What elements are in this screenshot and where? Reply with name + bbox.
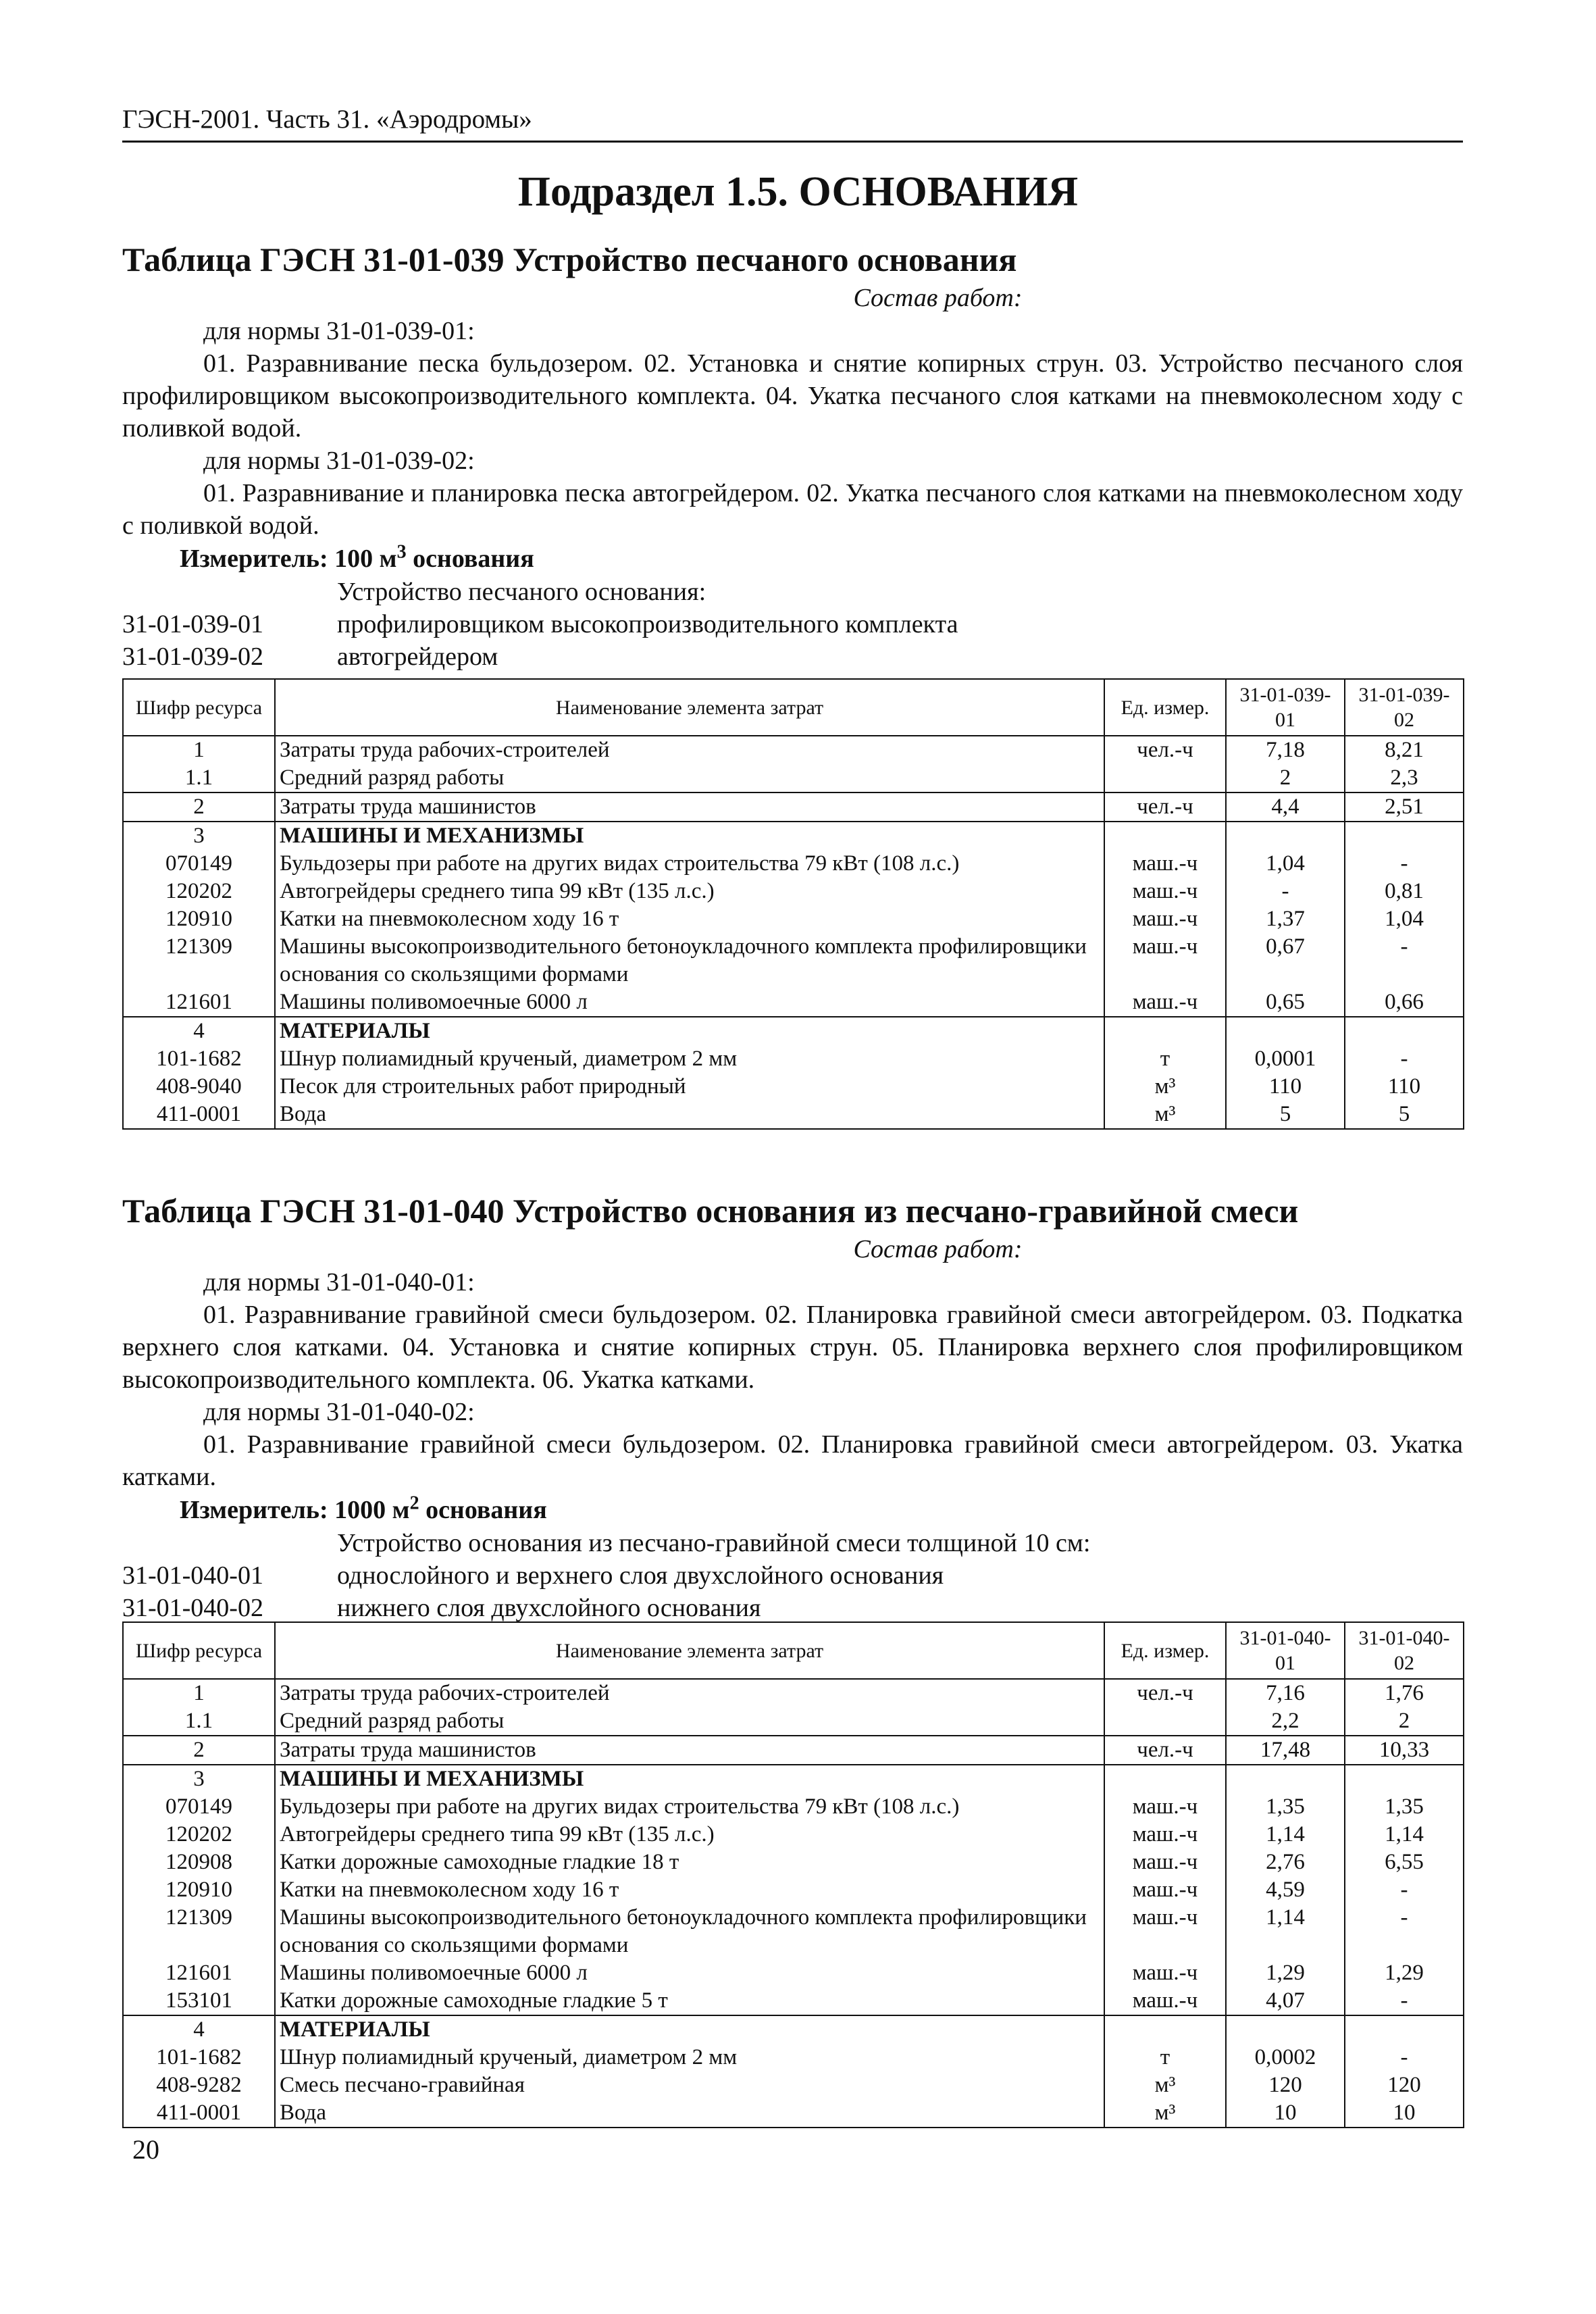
row-name: Машины высокопроизводительного бетоноукладочного комплекта профилировщики основания со скользящими формами bbox=[275, 1904, 1104, 1959]
table-row bbox=[123, 1876, 1464, 1904]
table2-meter-label: Измеритель: 1000 м bbox=[180, 1496, 410, 1524]
row-value-norm1 bbox=[1226, 2015, 1345, 2044]
table1-code: 31-01-039-02 bbox=[122, 643, 263, 671]
row-value-norm1: 10 bbox=[1226, 2099, 1345, 2128]
row-code: 408-9282 bbox=[123, 2071, 275, 2099]
row-value-norm2: 2 bbox=[1345, 1707, 1464, 1736]
table-row bbox=[123, 736, 1464, 764]
row-value-norm1: 2 bbox=[1226, 764, 1345, 793]
table-row bbox=[123, 2099, 1464, 2128]
row-value-norm1: 0,0002 bbox=[1226, 2044, 1345, 2071]
row-name: Автогрейдеры среднего типа 99 кВт (135 л.с.) bbox=[275, 1821, 1104, 1848]
col-header-code: Шифр ресурса bbox=[123, 1622, 275, 1679]
table-row bbox=[123, 2015, 1464, 2044]
row-name: Автогрейдеры среднего типа 99 кВт (135 л.с.) bbox=[275, 878, 1104, 905]
row-value-norm1: 2,2 bbox=[1226, 1707, 1345, 1736]
row-name: МАТЕРИАЛЫ bbox=[275, 2015, 1104, 2044]
page-number: 20 bbox=[132, 2134, 159, 2165]
col-header-name: Наименование элемента затрат bbox=[275, 679, 1104, 736]
table2-norm2-text: 01. Разравнивание гравийной смеси бульдозером. 02. Планировка гравийной смеси автогрейдером. 03. Укатка катками. bbox=[122, 1430, 1463, 1491]
row-code: 3 bbox=[123, 822, 275, 850]
row-name: МАШИНЫ И МЕХАНИЗМЫ bbox=[275, 822, 1104, 850]
table2-norm2-label: для нормы 31-01-040-02: bbox=[203, 1398, 475, 1426]
row-name: Средний разряд работы bbox=[275, 764, 1104, 793]
row-name: Затраты труда рабочих-строителей bbox=[275, 1679, 1104, 1707]
table2-meter-sup: 2 bbox=[409, 1492, 419, 1514]
row-name: Бульдозеры при работе на других видах строительства 79 кВт (108 л.с.) bbox=[275, 850, 1104, 878]
row-code: 2 bbox=[123, 1736, 275, 1765]
row-value-norm1 bbox=[1226, 1765, 1345, 1793]
row-name: Машины высокопроизводительного бетоноукладочного комплекта профилировщики основания со скользящими формами bbox=[275, 933, 1104, 988]
table-row bbox=[123, 822, 1464, 850]
row-value-norm1: 2,76 bbox=[1226, 1848, 1345, 1876]
row-unit: м³ bbox=[1104, 2071, 1226, 2099]
row-value-norm1 bbox=[1226, 1017, 1345, 1045]
table-row bbox=[123, 793, 1464, 822]
row-code: 120202 bbox=[123, 878, 275, 905]
row-value-norm2: - bbox=[1345, 1045, 1464, 1073]
running-header: ГЭСН-2001. Часть 31. «Аэродромы» bbox=[122, 105, 532, 134]
row-value-norm2: 1,29 bbox=[1345, 1959, 1464, 1987]
row-value-norm2: - bbox=[1345, 1987, 1464, 2015]
row-unit bbox=[1104, 822, 1226, 850]
table2-code: 31-01-040-02 bbox=[122, 1594, 263, 1622]
row-unit: маш.-ч bbox=[1104, 1793, 1226, 1821]
row-name: Смесь песчано-гравийная bbox=[275, 2071, 1104, 2099]
row-name: Затраты труда рабочих-строителей bbox=[275, 736, 1104, 764]
table2-code: 31-01-040-01 bbox=[122, 1561, 263, 1590]
row-value-norm2: 2,51 bbox=[1345, 793, 1464, 822]
table2-composition-label: Состав работ: bbox=[853, 1235, 1023, 1263]
row-unit: маш.-ч bbox=[1104, 1987, 1226, 2015]
row-name: Затраты труда машинистов bbox=[275, 1736, 1104, 1765]
table2-intro bbox=[122, 1189, 1463, 1624]
row-value-norm1: 110 bbox=[1226, 1073, 1345, 1101]
table1-code-desc: автогрейдером bbox=[337, 643, 498, 671]
row-value-norm2 bbox=[1345, 822, 1464, 850]
table-row bbox=[123, 2071, 1464, 2099]
row-name: Машины поливомоечные 6000 л bbox=[275, 1959, 1104, 1987]
row-value-norm2 bbox=[1345, 2015, 1464, 2044]
row-name: Средний разряд работы bbox=[275, 1707, 1104, 1736]
row-value-norm1: 120 bbox=[1226, 2071, 1345, 2099]
row-code: 1.1 bbox=[123, 764, 275, 793]
table1-code: 31-01-039-01 bbox=[122, 610, 263, 638]
table-row bbox=[123, 933, 1464, 988]
row-value-norm1: 7,18 bbox=[1226, 736, 1345, 764]
row-name: МАТЕРИАЛЫ bbox=[275, 1017, 1104, 1045]
table-row bbox=[123, 1017, 1464, 1045]
row-code: 121601 bbox=[123, 988, 275, 1017]
table2-meter-tail: основания bbox=[419, 1496, 547, 1524]
table1-code-desc: профилировщиком высокопроизводительного комплекта bbox=[337, 610, 958, 638]
row-value-norm2: 10,33 bbox=[1345, 1736, 1464, 1765]
row-unit: чел.-ч bbox=[1104, 736, 1226, 764]
col-header-code: Шифр ресурса bbox=[123, 679, 275, 736]
col-header-unit: Ед. измер. bbox=[1104, 679, 1226, 736]
row-name: Затраты труда машинистов bbox=[275, 793, 1104, 822]
row-value-norm2: 0,66 bbox=[1345, 988, 1464, 1017]
row-value-norm2: 1,14 bbox=[1345, 1821, 1464, 1848]
row-name: Бульдозеры при работе на других видах строительства 79 кВт (108 л.с.) bbox=[275, 1793, 1104, 1821]
row-unit: маш.-ч bbox=[1104, 933, 1226, 988]
row-value-norm2: - bbox=[1345, 2044, 1464, 2071]
row-value-norm1: 5 bbox=[1226, 1101, 1345, 1129]
row-code: 121309 bbox=[123, 1904, 275, 1959]
row-code: 3 bbox=[123, 1765, 275, 1793]
table2-norm1-label: для нормы 31-01-040-01: bbox=[203, 1268, 475, 1297]
table1-intro bbox=[122, 238, 1463, 673]
table-row bbox=[123, 1073, 1464, 1101]
row-code: 121309 bbox=[123, 933, 275, 988]
table-row bbox=[123, 764, 1464, 793]
row-code: 120908 bbox=[123, 1848, 275, 1876]
row-code: 1 bbox=[123, 1679, 275, 1707]
row-value-norm1: 1,35 bbox=[1226, 1793, 1345, 1821]
row-name: Шнур полиамидный крученый, диаметром 2 мм bbox=[275, 2044, 1104, 2071]
row-value-norm1: 0,0001 bbox=[1226, 1045, 1345, 1073]
row-unit: чел.-ч bbox=[1104, 793, 1226, 822]
row-value-norm1: 4,07 bbox=[1226, 1987, 1345, 2015]
row-code: 120910 bbox=[123, 1876, 275, 1904]
row-value-norm2: - bbox=[1345, 1876, 1464, 1904]
row-value-norm2: 2,3 bbox=[1345, 764, 1464, 793]
resource-table-2 bbox=[122, 1621, 1464, 2128]
row-name: Вода bbox=[275, 1101, 1104, 1129]
col-header-norm1: 31-01-039-01 bbox=[1226, 679, 1345, 736]
row-value-norm2: 1,76 bbox=[1345, 1679, 1464, 1707]
row-value-norm2: 6,55 bbox=[1345, 1848, 1464, 1876]
table-row bbox=[123, 2044, 1464, 2071]
row-value-norm1: 17,48 bbox=[1226, 1736, 1345, 1765]
table-row bbox=[123, 1987, 1464, 2015]
table2-code-row bbox=[122, 1592, 1463, 1624]
row-unit bbox=[1104, 1707, 1226, 1736]
table-row bbox=[123, 988, 1464, 1017]
row-unit: маш.-ч bbox=[1104, 1821, 1226, 1848]
table1-meter bbox=[122, 542, 1463, 576]
table-row bbox=[123, 1904, 1464, 1959]
table-row bbox=[123, 1736, 1464, 1765]
row-value-norm1: 4,59 bbox=[1226, 1876, 1345, 1904]
table1-meter-sup: 3 bbox=[396, 541, 407, 563]
row-name: Катки дорожные самоходные гладкие 18 т bbox=[275, 1848, 1104, 1876]
row-code: 4 bbox=[123, 2015, 275, 2044]
col-header-norm1: 31-01-040-01 bbox=[1226, 1622, 1345, 1679]
row-name: Катки на пневмоколесном ходу 16 т bbox=[275, 1876, 1104, 1904]
table1-meter-tail: основания bbox=[406, 545, 534, 573]
row-name: Песок для строительных работ природный bbox=[275, 1073, 1104, 1101]
row-value-norm1: 1,14 bbox=[1226, 1904, 1345, 1959]
resource-table-1 bbox=[122, 678, 1464, 1130]
table2-meter bbox=[122, 1493, 1463, 1527]
row-value-norm2: 1,04 bbox=[1345, 905, 1464, 933]
row-unit: маш.-ч bbox=[1104, 1959, 1226, 1987]
row-unit: чел.-ч bbox=[1104, 1679, 1226, 1707]
row-name: Машины поливомоечные 6000 л bbox=[275, 988, 1104, 1017]
row-value-norm2: 120 bbox=[1345, 2071, 1464, 2099]
table-row bbox=[123, 1793, 1464, 1821]
row-value-norm1: 7,16 bbox=[1226, 1679, 1345, 1707]
row-value-norm2: 5 bbox=[1345, 1101, 1464, 1129]
row-value-norm2: - bbox=[1345, 850, 1464, 878]
table-row bbox=[123, 1848, 1464, 1876]
row-code: 153101 bbox=[123, 1987, 275, 2015]
row-code: 121601 bbox=[123, 1959, 275, 1987]
row-code: 4 bbox=[123, 1017, 275, 1045]
row-code: 070149 bbox=[123, 850, 275, 878]
row-unit: т bbox=[1104, 1045, 1226, 1073]
row-unit: маш.-ч bbox=[1104, 850, 1226, 878]
table2-title: Таблица ГЭСН 31-01-040 Устройство основания из песчано-гравийной смеси bbox=[122, 1192, 1299, 1230]
table-row bbox=[123, 1765, 1464, 1793]
row-value-norm2: 110 bbox=[1345, 1073, 1464, 1101]
table-row bbox=[123, 905, 1464, 933]
col-header-norm2: 31-01-039-02 bbox=[1345, 679, 1464, 736]
table-row bbox=[123, 1959, 1464, 1987]
row-unit: т bbox=[1104, 2044, 1226, 2071]
row-code: 1 bbox=[123, 736, 275, 764]
row-unit: маш.-ч bbox=[1104, 988, 1226, 1017]
row-value-norm2 bbox=[1345, 1765, 1464, 1793]
row-unit: маш.-ч bbox=[1104, 878, 1226, 905]
row-name: МАШИНЫ И МЕХАНИЗМЫ bbox=[275, 1765, 1104, 1793]
row-code: 1.1 bbox=[123, 1707, 275, 1736]
row-name: Катки на пневмоколесном ходу 16 т bbox=[275, 905, 1104, 933]
row-code: 070149 bbox=[123, 1793, 275, 1821]
table2-norm1-text: 01. Разравнивание гравийной смеси бульдозером. 02. Планировка гравийной смеси автогрейдером. 03. Подкатка верхнего слоя катками. 04. Установка и снятие копирных струн. 05. Планировка верхнего слоя профилировщиком высокопроизводительного комплекта. 06. Укатка катками. bbox=[122, 1301, 1463, 1394]
row-value-norm1: 1,04 bbox=[1226, 850, 1345, 878]
row-code: 2 bbox=[123, 793, 275, 822]
table1-norm2-label: для нормы 31-01-039-02: bbox=[203, 447, 475, 475]
row-value-norm2 bbox=[1345, 1017, 1464, 1045]
row-value-norm1: 1,37 bbox=[1226, 905, 1345, 933]
row-value-norm2: - bbox=[1345, 933, 1464, 988]
row-unit: чел.-ч bbox=[1104, 1736, 1226, 1765]
row-value-norm1: - bbox=[1226, 878, 1345, 905]
row-value-norm1: 0,67 bbox=[1226, 933, 1345, 988]
row-unit: м³ bbox=[1104, 2099, 1226, 2128]
row-unit bbox=[1104, 1765, 1226, 1793]
row-code: 120202 bbox=[123, 1821, 275, 1848]
table2-code-row bbox=[122, 1559, 1463, 1592]
section-title: Подраздел 1.5. ОСНОВАНИЯ bbox=[517, 169, 1079, 215]
table1-norm2-text: 01. Разравнивание и планировка песка автогрейдером. 02. Укатка песчаного слоя катками на пневмоколесном ходу с поливкой водой. bbox=[122, 479, 1463, 540]
row-name: Вода bbox=[275, 2099, 1104, 2128]
table2-code-desc: однослойного и верхнего слоя двухслойного основания bbox=[337, 1561, 944, 1590]
table-row bbox=[123, 850, 1464, 878]
row-code: 408-9040 bbox=[123, 1073, 275, 1101]
row-value-norm1: 4,4 bbox=[1226, 793, 1345, 822]
row-unit: маш.-ч bbox=[1104, 1848, 1226, 1876]
row-unit: м³ bbox=[1104, 1101, 1226, 1129]
row-code: 120910 bbox=[123, 905, 275, 933]
row-unit: маш.-ч bbox=[1104, 905, 1226, 933]
col-header-name: Наименование элемента затрат bbox=[275, 1622, 1104, 1679]
table-row bbox=[123, 1707, 1464, 1736]
row-name: Катки дорожные самоходные гладкие 5 т bbox=[275, 1987, 1104, 2015]
col-header-unit: Ед. измер. bbox=[1104, 1622, 1226, 1679]
table1-meter-label: Измеритель: 100 м bbox=[180, 545, 397, 573]
row-value-norm2: 10 bbox=[1345, 2099, 1464, 2128]
row-code: 101-1682 bbox=[123, 1045, 275, 1073]
table-row bbox=[123, 1821, 1464, 1848]
row-unit bbox=[1104, 764, 1226, 793]
row-unit bbox=[1104, 1017, 1226, 1045]
table1-norm1-text: 01. Разравнивание песка бульдозером. 02. Установка и снятие копирных струн. 03. Устройство песчаного слоя профилировщиком высокопроизводительного комплекта. 04. Укатка песчаного слоя катками на пневмоколесном ходу с поливкой водой. bbox=[122, 349, 1463, 443]
col-header-norm2: 31-01-040-02 bbox=[1345, 1622, 1464, 1679]
row-value-norm2: - bbox=[1345, 1904, 1464, 1959]
row-value-norm2: 8,21 bbox=[1345, 736, 1464, 764]
table1-norm1-label: для нормы 31-01-039-01: bbox=[203, 317, 475, 345]
table1-composition-label: Состав работ: bbox=[853, 284, 1023, 312]
row-value-norm1: 1,29 bbox=[1226, 1959, 1345, 1987]
row-value-norm2: 0,81 bbox=[1345, 878, 1464, 905]
table1-title: Таблица ГЭСН 31-01-039 Устройство песчаного основания bbox=[122, 241, 1017, 278]
table-row bbox=[123, 1101, 1464, 1129]
row-code: 411-0001 bbox=[123, 1101, 275, 1129]
table1-code-row bbox=[122, 608, 1463, 640]
row-unit: маш.-ч bbox=[1104, 1904, 1226, 1959]
header-rule bbox=[122, 141, 1463, 143]
row-value-norm1: 0,65 bbox=[1226, 988, 1345, 1017]
table-row bbox=[123, 878, 1464, 905]
row-code: 411-0001 bbox=[123, 2099, 275, 2128]
row-unit: м³ bbox=[1104, 1073, 1226, 1101]
table1-device-intro: Устройство песчаного основания: bbox=[337, 578, 706, 606]
table-row bbox=[123, 1045, 1464, 1073]
table2-device-intro: Устройство основания из песчано-гравийной смеси толщиной 10 см: bbox=[337, 1529, 1091, 1557]
row-unit: маш.-ч bbox=[1104, 1876, 1226, 1904]
row-code: 101-1682 bbox=[123, 2044, 275, 2071]
row-unit bbox=[1104, 2015, 1226, 2044]
row-value-norm1: 1,14 bbox=[1226, 1821, 1345, 1848]
table-row bbox=[123, 1679, 1464, 1707]
table1-code-row bbox=[122, 640, 1463, 673]
table2-code-desc: нижнего слоя двухслойного основания bbox=[337, 1594, 761, 1622]
row-value-norm1 bbox=[1226, 822, 1345, 850]
row-value-norm2: 1,35 bbox=[1345, 1793, 1464, 1821]
row-name: Шнур полиамидный крученый, диаметром 2 мм bbox=[275, 1045, 1104, 1073]
